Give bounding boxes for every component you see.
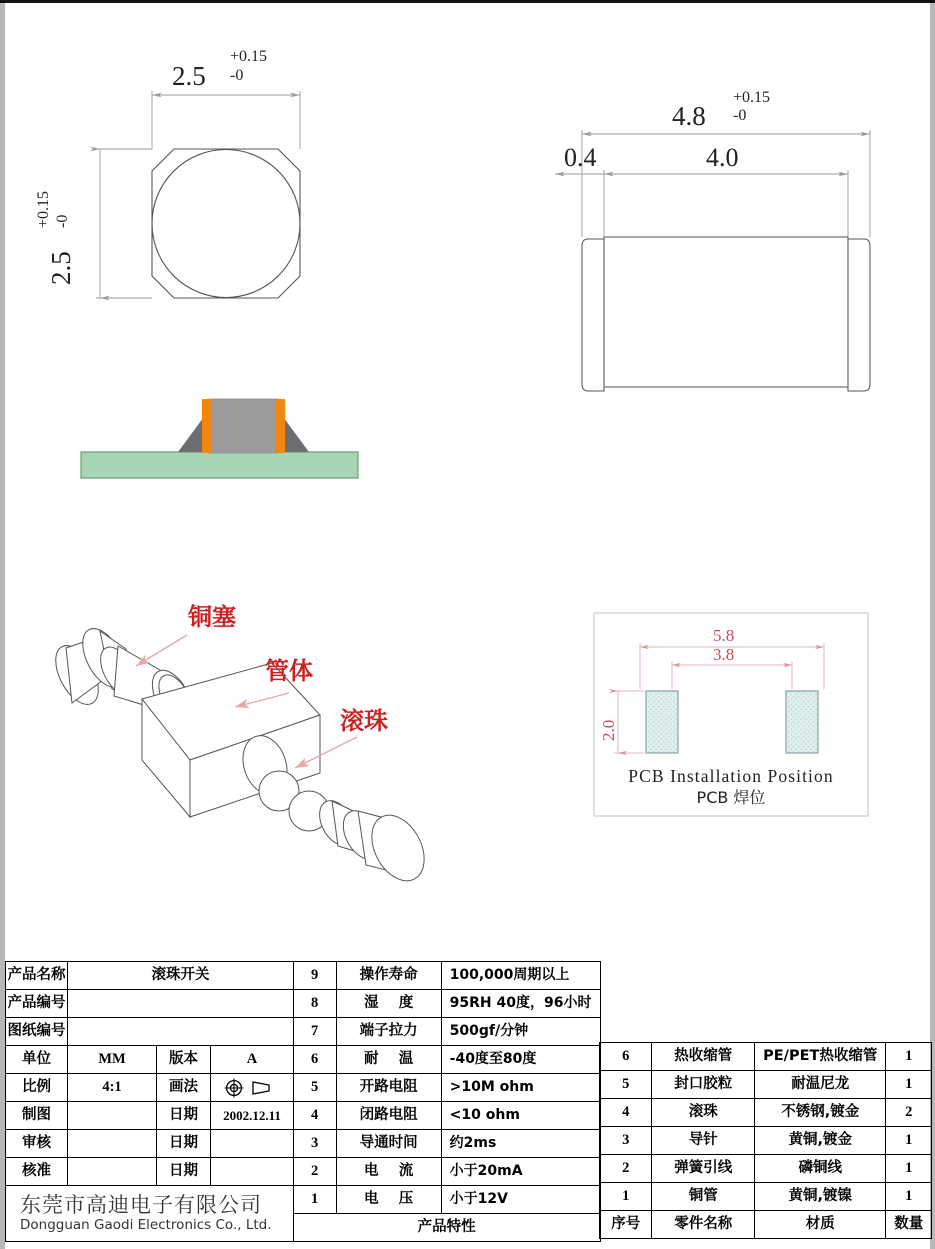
row-value-product-name: 滚珠开关 [68, 962, 294, 990]
table-spacer-row [600, 988, 932, 1015]
company-name-cn: 东莞市高迪电子有限公司 [20, 1193, 262, 1218]
table-header-row [600, 1211, 932, 1239]
bom-header-material: 材质 [755, 1211, 886, 1239]
table-spacer-row [600, 961, 932, 988]
table-row [293, 1046, 600, 1074]
spacer-cell [600, 988, 932, 1015]
bom-material: 不锈钢,镀金 [755, 1099, 886, 1127]
front-view-dim-left-text [35, 191, 76, 285]
table-row [6, 990, 294, 1018]
spec-no: 9 [293, 962, 336, 990]
bom-part-name: 弹簧引线 [652, 1155, 755, 1183]
row-label-checked-by: 审核 [6, 1130, 68, 1158]
row-label-date-2: 日期 [157, 1130, 211, 1158]
table-row [6, 1074, 294, 1102]
company-name-cell [6, 1186, 294, 1242]
row-label-product-code: 产品编号 [6, 990, 68, 1018]
table-spacer-row [600, 1015, 932, 1043]
spec-value: -40度至80度 [441, 1046, 600, 1074]
table-row [293, 1186, 600, 1214]
table-row [600, 1099, 932, 1127]
spec-no: 6 [293, 1046, 336, 1074]
spec-no: 2 [293, 1158, 336, 1186]
row-label-unit: 单位 [6, 1046, 68, 1074]
exploded-view [47, 622, 435, 890]
table-row [6, 1018, 294, 1046]
spec-value: >10M ohm [441, 1074, 600, 1102]
table-row [6, 1158, 294, 1186]
pcb-title-cn: PCB 焊位 [696, 788, 766, 807]
bom-qty: 1 [886, 1043, 932, 1071]
bom-part-name: 热收缩管 [652, 1043, 755, 1071]
bom-no: 2 [600, 1155, 652, 1183]
spec-no: 7 [293, 1018, 336, 1046]
spec-value: 95RH 40度，96小时 [441, 990, 600, 1018]
side-view-geometry [582, 237, 870, 391]
component-body [209, 399, 278, 453]
row-value-date-3 [211, 1158, 294, 1186]
spec-value: <10 ohm [441, 1102, 600, 1130]
front-left-dim-value: 2.5 [46, 251, 76, 285]
pcb-dim-inner: 3.8 [713, 645, 735, 664]
row-value-drawing-code [68, 1018, 294, 1046]
pcb-pad-left [646, 691, 678, 753]
spec-name: 导通时间 [336, 1130, 441, 1158]
spec-name: 湿 度 [336, 990, 441, 1018]
row-value-date-2 [211, 1130, 294, 1158]
table-row [293, 1018, 600, 1046]
bom-no: 4 [600, 1099, 652, 1127]
bom-no: 6 [600, 1043, 652, 1071]
spec-name: 闭路电阻 [336, 1102, 441, 1130]
row-label-scale: 比例 [6, 1074, 68, 1102]
spec-value: 100,000周期以上 [441, 962, 600, 990]
drawing-area [0, 3, 935, 948]
bom-header-name: 零件名称 [652, 1211, 755, 1239]
bom-no: 5 [600, 1071, 652, 1099]
bom-header-qty: 数量 [886, 1211, 932, 1239]
table-row [600, 1155, 932, 1183]
spec-name: 电 压 [336, 1186, 441, 1214]
bom-no: 3 [600, 1127, 652, 1155]
title-block-left-table [5, 961, 294, 1242]
front-view-dim-top-text [172, 48, 267, 91]
row-value-unit: MM [68, 1046, 157, 1074]
row-value-checked-by [68, 1130, 157, 1158]
spec-name: 开路电阻 [336, 1074, 441, 1102]
spec-value: 500gf/分钟 [441, 1018, 600, 1046]
terminal-right [275, 399, 285, 453]
bom-material: 黄铜,镀镍 [755, 1183, 886, 1211]
spacer-cell [600, 1015, 932, 1043]
front-left-dim-tol-minus: -0 [54, 214, 71, 228]
bom-qty: 1 [886, 1155, 932, 1183]
terminal-left [202, 399, 212, 453]
side-total-dim-value: 4.8 [672, 101, 706, 131]
table-row [293, 1214, 600, 1242]
table-row [293, 990, 600, 1018]
bom-qty: 1 [886, 1127, 932, 1155]
side-body-dim-value: 4.0 [706, 143, 739, 172]
front-left-dim-tol-plus: +0.15 [35, 190, 52, 228]
row-value-product-code [68, 990, 294, 1018]
table-row [293, 1130, 600, 1158]
pcb-board [81, 452, 358, 478]
spec-value: 小于12V [441, 1186, 600, 1214]
row-value-approved-by [68, 1158, 157, 1186]
pcb-dim-height: 2.0 [599, 719, 618, 741]
spec-name: 操作寿命 [336, 962, 441, 990]
bom-material: 磷铜线 [755, 1155, 886, 1183]
side-cap-dim-value: 0.4 [564, 143, 597, 172]
spec-name: 端子拉力 [336, 1018, 441, 1046]
row-label-drawing-code: 图纸编号 [6, 1018, 68, 1046]
bom-no: 1 [600, 1183, 652, 1211]
label-tube-body: 管体 [265, 657, 313, 685]
bom-qty: 2 [886, 1099, 932, 1127]
bom-qty: 1 [886, 1183, 932, 1211]
spec-name: 耐 温 [336, 1046, 441, 1074]
table-row [293, 1158, 600, 1186]
company-name-en: Dongguan Gaodi Electronics Co., Ltd. [20, 1217, 272, 1234]
front-view-geometry [152, 149, 300, 298]
bom-material: 耐温尼龙 [755, 1071, 886, 1099]
table-row [600, 1127, 932, 1155]
row-label-date-1: 日期 [157, 1102, 211, 1130]
row-label-date-3: 日期 [157, 1158, 211, 1186]
spec-value: 约2ms [441, 1130, 600, 1158]
bom-table [599, 961, 932, 1239]
table-row [6, 1102, 294, 1130]
bom-part-name: 滚珠 [652, 1099, 755, 1127]
table-row [6, 1046, 294, 1074]
spec-value: 小于20mA [441, 1158, 600, 1186]
row-value-drawn-by [68, 1102, 157, 1130]
bom-header-no: 序号 [600, 1211, 652, 1239]
table-row [293, 1074, 600, 1102]
bom-part-name: 铜管 [652, 1183, 755, 1211]
table-row [600, 1071, 932, 1099]
table-row [600, 1183, 932, 1211]
side-view-dim-text [564, 89, 770, 172]
spec-no: 1 [293, 1186, 336, 1214]
first-angle-projection-icon [217, 1078, 287, 1098]
bom-part-name: 封口胶粒 [652, 1071, 755, 1099]
table-row [600, 1043, 932, 1071]
table-row [6, 1130, 294, 1158]
specs-footer-label: 产品特性 [293, 1214, 600, 1242]
table-row [293, 1102, 600, 1130]
row-value-method [211, 1074, 294, 1102]
pcb-pad-right [786, 691, 818, 753]
label-rolling-ball: 滚珠 [340, 707, 388, 735]
spec-no: 4 [293, 1102, 336, 1130]
spec-no: 5 [293, 1074, 336, 1102]
spacer-cell [600, 961, 932, 988]
bom-qty: 1 [886, 1071, 932, 1099]
label-copper-plug: 铜塞 [188, 603, 236, 631]
row-label-approved-by: 核准 [6, 1158, 68, 1186]
table-row [6, 1186, 294, 1242]
title-block [5, 961, 930, 1242]
pcb-title-en: PCB Installation Position [628, 766, 834, 786]
side-total-dim-tol-minus: -0 [733, 107, 747, 124]
table-row [293, 962, 600, 990]
bom-material: PE/PET热收缩管 [755, 1043, 886, 1071]
spec-no: 8 [293, 990, 336, 1018]
mount-cross-section [81, 399, 358, 478]
spec-no: 3 [293, 1130, 336, 1158]
front-top-dim-tol-minus: -0 [230, 67, 244, 84]
side-total-dim-tol-plus: +0.15 [733, 89, 771, 106]
row-label-version: 版本 [157, 1046, 211, 1074]
front-top-dim-tol-plus: +0.15 [230, 48, 268, 65]
row-label-product-name: 产品名称 [6, 962, 68, 990]
pcb-footprint-panel [594, 613, 868, 816]
row-label-method: 画法 [157, 1074, 211, 1102]
bom-part-name: 导针 [652, 1127, 755, 1155]
row-value-version: A [211, 1046, 294, 1074]
row-value-scale: 4:1 [68, 1074, 157, 1102]
bom-material: 黄铜,镀金 [755, 1127, 886, 1155]
specs-table [293, 961, 601, 1242]
row-value-date-1: 2002.12.11 [211, 1102, 294, 1130]
row-label-drawn-by: 制图 [6, 1102, 68, 1130]
table-row [6, 962, 294, 990]
spec-name: 电 流 [336, 1158, 441, 1186]
pcb-dim-outer: 5.8 [713, 626, 735, 645]
part-right-plug [312, 795, 434, 890]
front-top-dim-value: 2.5 [172, 61, 206, 91]
